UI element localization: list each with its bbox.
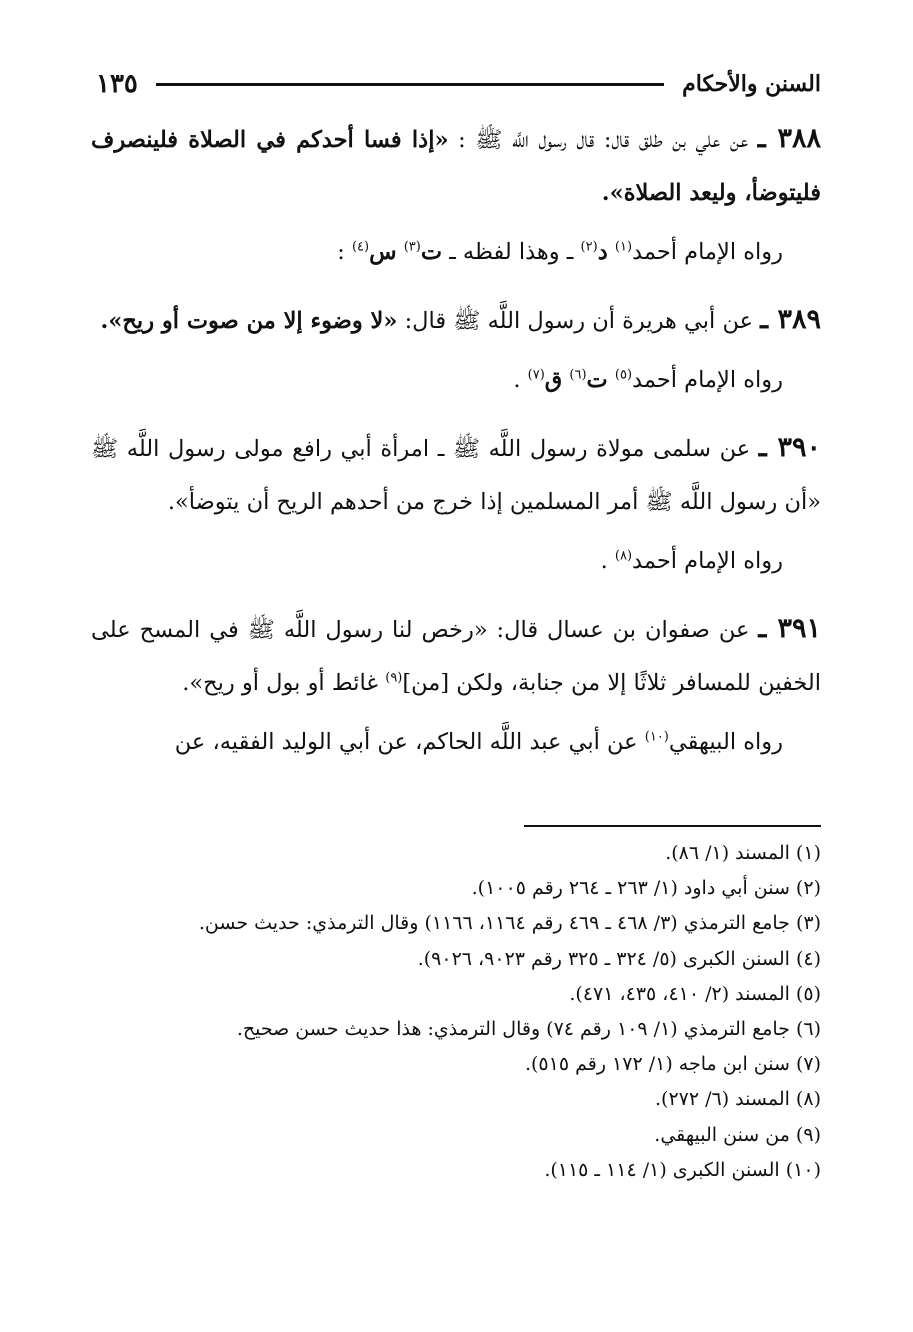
footnote-ref: (٦) [569,367,587,383]
footnote: (٧) سنن ابن ماجه (١/ ١٧٢ رقم ٥١٥). [524,1053,821,1076]
hadith-intro: عن علي بن طلق قال: قال رسول اللَّه ﷺ : [458,127,749,153]
riwaya-391 [91,716,821,769]
hadith-389 [91,293,821,348]
running-header [96,64,821,104]
source-code: د [597,239,608,265]
footnote: (١) المسند (١/ ٨٦). [665,842,821,864]
footnote-ref: (١٠) [644,729,669,745]
riwaya-end: . [600,548,608,574]
hadith-number: ٣٨٩ ـ [760,304,821,335]
source-code: ق [544,367,563,393]
riwaya-390 [91,535,821,588]
footnote-ref: (١) [614,239,633,255]
riwaya-text: رواه الإمام أحمد [632,548,783,574]
hadith-text: غائط أو بول أو ريح». [182,670,379,696]
footnote-ref: (٩) [385,670,403,686]
hadith-intro: عن أبي هريرة أن رسول اللَّه ﷺ قال: [404,308,754,334]
hadith-number: ٣٨٨ ـ [757,123,821,154]
riwaya-end: عن أبي عبد اللَّه الحاكم، عن أبي الوليد الفقيه، عن [174,729,638,755]
hadith-quote: «لا وضوء إلا من صوت أو ريح». [100,308,398,334]
running-title: السنن والأحكام [682,71,821,97]
footnote: (٤) السنن الكبرى (٥/ ٣٢٤ ـ ٣٢٥ رقم ٩٠٢٣، ٩٠٢٦). [417,947,821,970]
footnote: (٣) جامع الترمذي (٣/ ٤٦٨ ـ ٤٦٩ رقم ١١٦٤، ١١٦٦) وقال الترمذي: حديث حسن. [198,912,821,935]
footnote: (١٠) السنن الكبرى (١/ ١١٤ ـ ١١٥). [544,1158,821,1181]
footnote-ref: (٥) [614,367,633,383]
hadith-number: ٣٩١ ـ [758,613,821,644]
hadith-390 [91,421,821,529]
hadith-text: عن سلمى مولاة رسول اللَّه ﷺ ـ امرأة أبي رافع مولى رسول اللَّه ﷺ «أن رسول اللَّه ﷺ أمر المسلمين إذا خرج من أحدهم الريح أن يتوضأ». [91,436,821,515]
footnote-ref: (٨) [614,548,633,564]
source-code: ت [586,367,608,393]
riwaya-end: : [337,239,345,265]
header-rule [156,83,664,86]
hadith-391 [91,602,821,710]
footnote-ref: (٣) [403,239,421,255]
footnote: (٨) المسند (٦/ ٢٧٢). [654,1088,821,1111]
footnote: (٩) من سنن البيهقي. [654,1123,821,1146]
riwaya-text: رواه الإمام أحمد [632,367,783,393]
footnotes [91,836,821,1188]
riwaya-text: ـ وهذا لفظه ـ [449,239,574,265]
source-code: ت [420,239,443,265]
hadith-number: ٣٩٠ ـ [758,432,822,463]
riwaya-388 [91,226,821,279]
footnote: (٥) المسند (٢/ ٤١٠، ٤٣٥، ٤٧١). [569,982,821,1005]
footnote-ref: (٧) [527,367,545,383]
footnote-separator [524,825,821,827]
riwaya-text: رواه الإمام أحمد [632,239,783,265]
footnote-ref: (٤) [351,239,370,255]
hadith-388 [91,112,821,220]
hadith-quote: «إذا فسا أحدكم في الصلاة فلينصرف فليتوضأ، وليعد الصلاة». [91,127,821,206]
main-text [91,112,821,769]
riwaya-end: . [513,367,521,393]
footnote: (٢) سنن أبي داود (١/ ٢٦٣ ـ ٢٦٤ رقم ١٠٠٥). [471,877,821,900]
riwaya-text: رواه البيهقي [668,729,783,755]
page-number: ١٣٥ [96,69,138,99]
footnote-ref: (٢) [580,239,598,255]
footnote: (٦) جامع الترمذي (١/ ١٠٩ رقم ٧٤) وقال الترمذي: هذا حديث حسن صحيح. [236,1018,821,1041]
source-code: س [369,239,397,265]
hadith-text: عن صفوان بن عسال قال: «رخص لنا رسول اللَّه ﷺ في المسح على الخفين للمسافر ثلاثًا إلا من جنابة، ولكن [من] [91,617,821,696]
riwaya-389 [91,354,821,407]
